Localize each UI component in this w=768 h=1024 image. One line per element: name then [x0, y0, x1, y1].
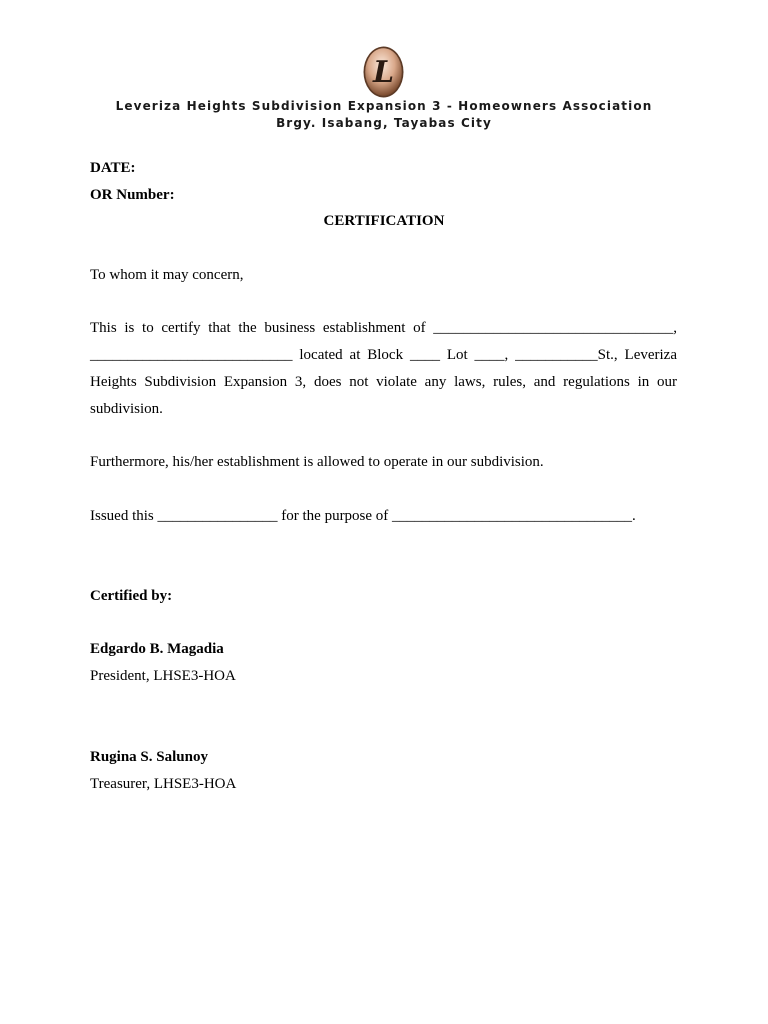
or-number-label: OR Number: [90, 187, 175, 203]
treasurer-name: Rugina S. Salunoy [90, 749, 208, 765]
issued-paragraph: Issued this ________________ for the purpose of ________________________________. [90, 508, 636, 524]
president-name: Edgardo B. Magadia [90, 641, 224, 657]
association-logo [363, 46, 404, 98]
certification-body: This is to certify that the business establishment of ________________________________, ___________________________ located at Block ____ Lot ____, ___________St., Leveriza Heights Subdivision Expansion 3, does not violate any laws, rules, and regulations in our subdivision. [90, 320, 677, 417]
association-address: Brgy. Isabang, Tayabas City [276, 116, 492, 130]
president-title: President, LHSE3-HOA [90, 668, 236, 684]
association-name: Leveriza Heights Subdivision Expansion 3 - Homeowners Association [115, 99, 653, 113]
salutation: To whom it may concern, [90, 267, 244, 283]
treasurer-title: Treasurer, LHSE3-HOA [90, 776, 237, 792]
furthermore-paragraph: Furthermore, his/her establishment is allowed to operate in our subdivision. [90, 454, 544, 470]
svg-text:L: L [372, 55, 395, 90]
document-title: CERTIFICATION [323, 213, 445, 229]
date-label: DATE: [90, 160, 136, 176]
certified-by-label: Certified by: [90, 588, 173, 604]
